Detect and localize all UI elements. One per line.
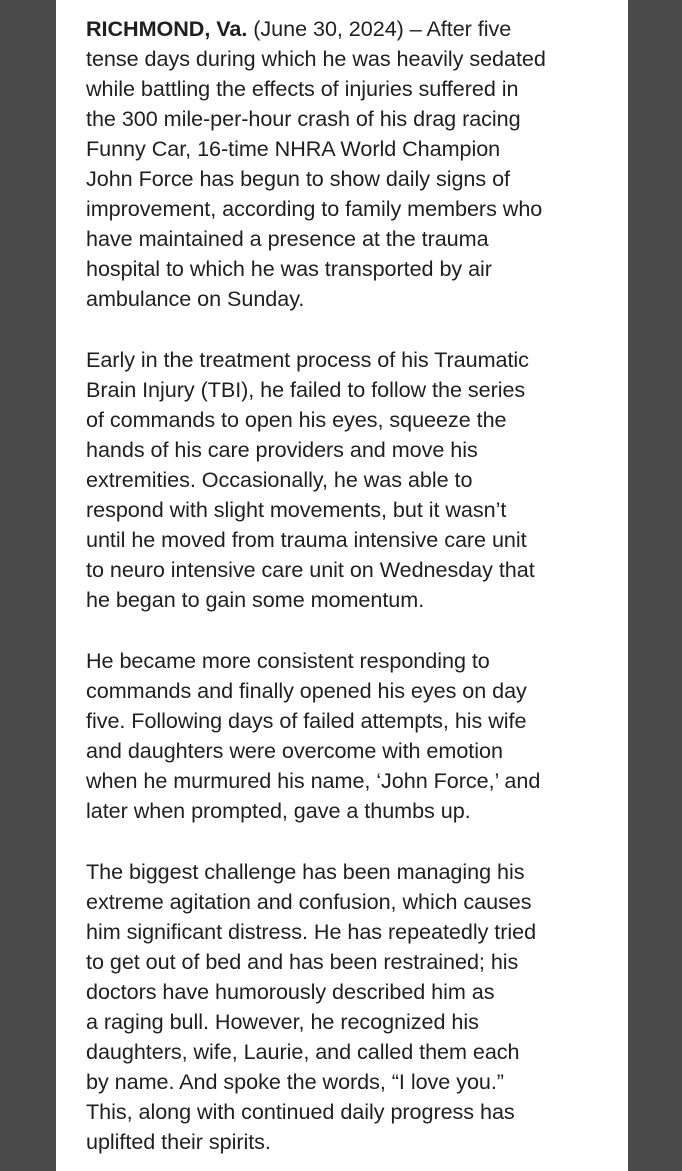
paragraph-1-text: (June 30, 2024) – After five tense days during which he was heavily sedated while battling the effects of injuries suffered in the 300 mile-per-hour crash of his drag racing Funny Car, 16-time NHRA World Champion John Force has begun to show daily signs of improvement, according to family members who have maintained a presence at the trauma hospital to which he was transported by air ambulance on Sunday. — [86, 16, 546, 311]
article-body — [86, 14, 606, 1171]
left-side-bar — [0, 0, 56, 1171]
paragraph-3: He became more consistent responding to commands and finally opened his eyes on day five. Following days of failed attempts, his wife and daughters were overcome with emotion when he murmured his name, ‘John Force,’ and later when prompted, gave a thumbs up. — [86, 648, 541, 823]
paragraph-4: The biggest challenge has been managing his extreme agitation and confusion, which causes him significant distress. He has repeatedly tried to get out of bed and has been restrained; his doctors have humorously described him as a raging bull. However, he recognized his daughters, wife, Laurie, and called them each by name. And spoke the words, “I love you.” This, along with continued daily progress has uplifted their spirits. — [86, 859, 537, 1154]
paragraph-2: Early in the treatment process of his Traumatic Brain Injury (TBI), he failed to follow the series of commands to open his eyes, squeeze the hands of his care providers and move his extremities. Occasionally, he was able to respond with slight movements, but it wasn’t until he moved from trauma intensive care unit to neuro intensive care unit on Wednesday that he began to gain some momentum. — [86, 347, 535, 612]
dateline: RICHMOND, Va. — [86, 16, 248, 41]
paragraph-1 — [86, 14, 606, 314]
right-side-bar — [628, 0, 682, 1171]
